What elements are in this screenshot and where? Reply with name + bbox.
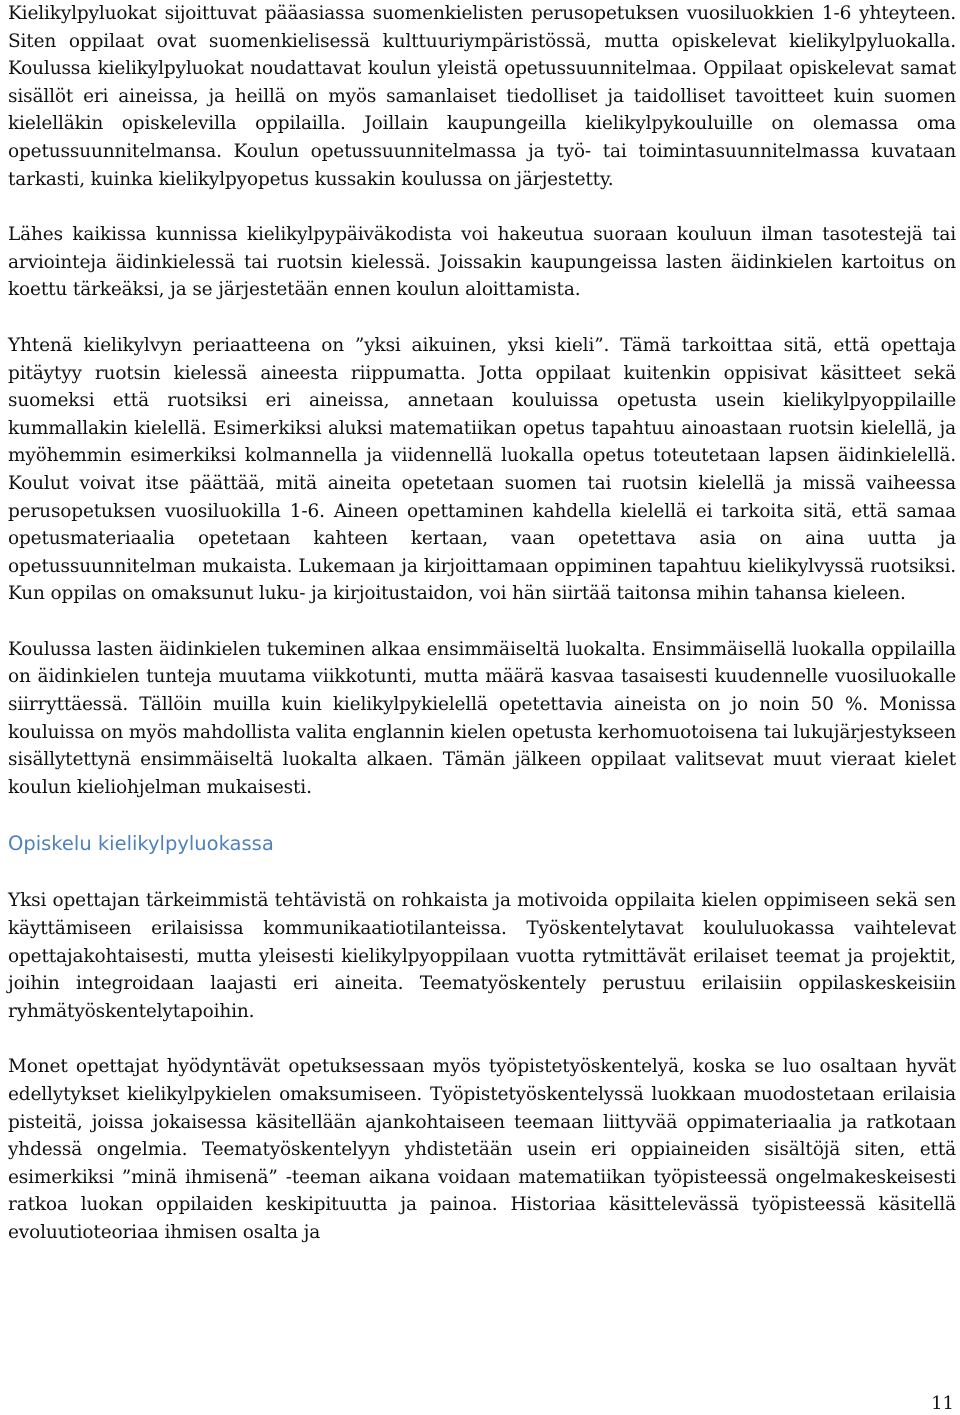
document-page	[8, 0, 956, 1247]
paragraph-one-adult-one-language: Yhtenä kielikylvyn periaatteena on ”yksi aikuinen, yksi kieli”. Tämä tarkoittaa sitä, että opettaja pitäytyy ruotsin kielessä aineesta riippumatta. Jotta oppilaat kuitenkin oppisivat käsitteet sekä suomeksi että ruotsiksi eri aineissa, annetaan kouluissa opetusta usein kielikylpyoppilaille kummallakin kielellä. Esimerkiksi aluksi matematiikan opetus tapahtuu ainoastaan ruotsin kielellä, ja myöhemmin esimerkiksi kolmannella ja viidennellä luokalla opetus toteutetaan lapsen äidinkielellä. Koulut voivat itse päättää, mitä aineita opetetaan suomen tai ruotsin kielellä ja missä vaiheessa perusopetuksen vuosiluokilla 1-6. Aineen opettaminen kahdella kielellä ei tarkoita sitä, että samaa opetusmateriaalia opetetaan kahteen kertaan, vaan opetettava asia on aina uutta ja opetussuunnitelman mukaista. Lukemaan ja kirjoittamaan oppiminen tapahtuu kielikylvyssä ruotsiksi. Kun oppilas on omaksunut luku- ja kirjoitustaidon, voi hän siirtää taitonsa mihin tahansa kieleen.	[8, 334, 956, 605]
paragraph-enrollment: Lähes kaikissa kunnissa kielikylpypäiväkodista voi hakeutua suoraan kouluun ilman tasotestejä tai arviointeja äidinkielessä tai ruotsin kielessä. Joissakin kaupungeissa lasten äidinkielen kartoitus on koettu tärkeäksi, ja se järjestetään ennen koulun aloittamista.	[8, 224, 956, 301]
section-heading: Opiskelu kielikylpyluokassa	[8, 832, 274, 856]
paragraph-workstations: Monet opettajat hyödyntävät opetuksessaan myös työpistetyöskentelyä, koska se luo osaltaan hyvät edellytykset kielikylpykielen omaksumiseen. Työpistetyöskentelyssä luokkaan muodostetaan erilaisia pisteitä, joissa jokaisessa käsitellään ajankohtaiseen teemaan liittyvää oppimateriaalia ja ratkotaan yhdessä ongelmia. Teematyöskentelyyn yhdistetään usein eri oppiaineiden sisältöjä siten, että esimerkiksi ”minä ihmisenä” -teeman aikana voidaan matematiikan työpisteessä ongelmakeskeisesti ratkoa luokan oppilaiden keskipituutta ja painoa. Historiaa käsittelevässä työpisteessä käsitellä evoluutioteoriaa ihmisen osalta ja	[8, 1056, 956, 1243]
page-number: 11	[931, 1393, 954, 1414]
paragraph-teacher-role: Yksi opettajan tärkeimmistä tehtävistä on rohkaista ja motivoida oppilaita kielen oppimiseen sekä sen käyttämiseen erilaisissa kommunikaatiotilanteissa. Työskentelytavat koululuokassa vaihtelevat opettajakohtaisesti, mutta yleisesti kielikylpyoppilaan vuotta rytmittävät erilaiset teemat ja projektit, joihin integroidaan laajasti eri aineita. Teematyöskentely perustuu erilaisiin oppilaskeskeisiin ryhmätyöskentelytapoihin.	[8, 890, 956, 1022]
paragraph-mother-tongue-support: Koulussa lasten äidinkielen tukeminen alkaa ensimmäiseltä luokalta. Ensimmäisellä luokalla oppilailla on äidinkielen tunteja muutama viikkotunti, mutta määrä kasvaa tasaisesti kuudennelle vuosiluokalle siirryttäessä. Tällöin muilla kuin kielikylpykielellä opetettavia aineista on jo noin 50 %. Monissa kouluissa on myös mahdollista valita englannin kielen opetusta kerhomuotoisena tai lukujärjestykseen sisällytettynä ensimmäiseltä luokalta alkaen. Tämän jälkeen oppilaat valitsevat muut vieraat kielet koulun kieliohjelman mukaisesti.	[8, 638, 956, 798]
paragraph-immersion-classes: Kielikylpyluokat sijoittuvat pääasiassa suomenkielisten perusopetuksen vuosiluokkien 1-6 yhteyteen. Siten oppilaat ovat suomenkielisessä kulttuuriympäristössä, mutta opiskelevat kielikylpyluokalla. Koulussa kielikylpyluokat noudattavat koulun yleistä opetussuunnitelmaa. Oppilaat opiskelevat samat sisällöt eri aineissa, ja heillä on myös samanlaiset tiedolliset ja taidolliset tavoitteet kuin suomen kielelläkin opiskelevilla oppilailla. Joillain kaupungeilla kielikylpykouluille on olemassa oma opetussuunnitelmansa. Koulun opetussuunnitelmassa ja työ- tai toimintasuunnitelmassa kuvataan tarkasti, kuinka kielikylpyopetus kussakin koulussa on järjestetty.	[8, 3, 956, 190]
